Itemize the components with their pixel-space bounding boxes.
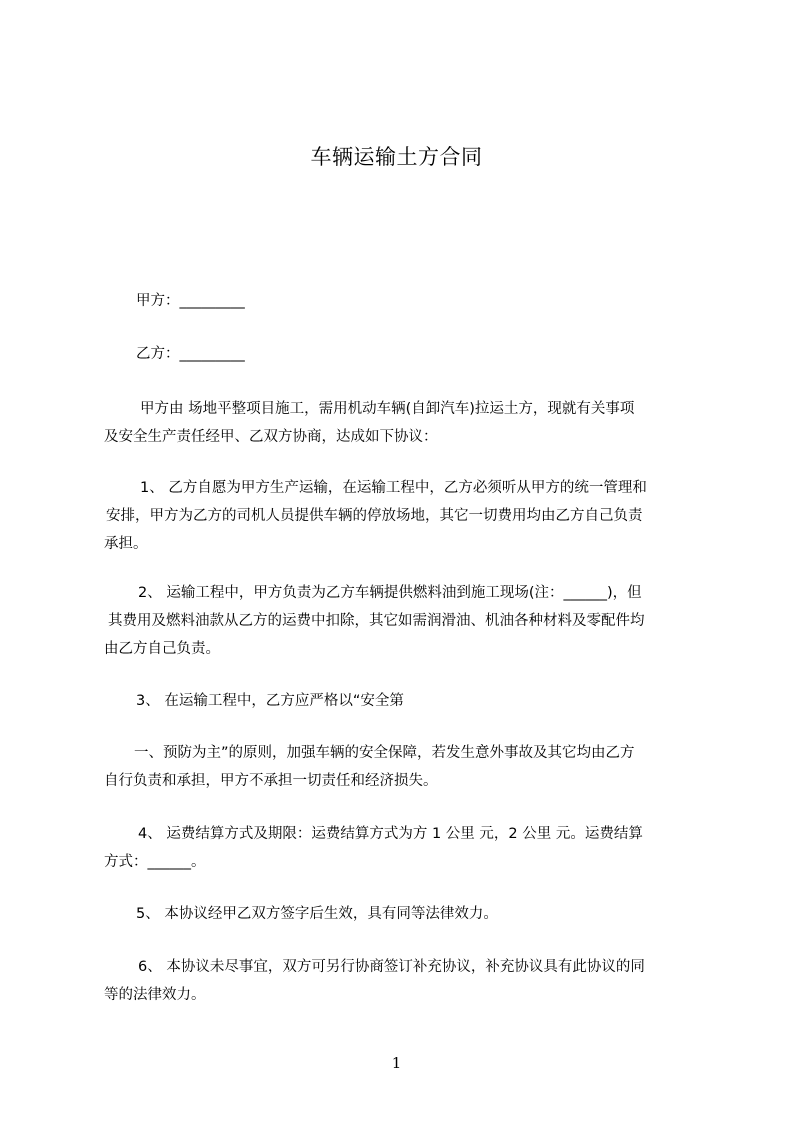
intro-line-2: 及安全生产责任经甲、乙双方协商，达成如下协议： — [104, 429, 438, 445]
clause-3-line-1: 一、预防为主”的原则，加强车辆的安全保障，若发生意外事故及其它均由乙方 — [134, 745, 635, 761]
clause-2 — [104, 579, 704, 663]
clause-4 — [104, 820, 704, 876]
clause-6-line-1: 6、 本协议未尽事宜，双方可另行协商签订补充协议，补充协议具有此协议的同 — [138, 959, 645, 975]
party-b-line: 乙方：_________ — [136, 346, 245, 362]
clause-2-line-3: 由乙方自己负责。 — [104, 641, 220, 657]
clause-5: 5、 本协议经甲乙双方签字后生效，具有同等法律效力。 — [136, 906, 498, 922]
clause-4-line-2: 方式：______。 — [104, 854, 206, 870]
intro-line-1: 甲方由 场地平整项目施工，需用机动车辆(自卸汽车)拉运土方，现就有关事项 — [140, 401, 635, 417]
clause-3-line-2: 自行负责和承担，甲方不承担一切责任和经济损失。 — [104, 773, 438, 789]
clause-4-line-1: 4、 运费结算方式及期限：运费结算方式为方 1 公里 元，2 公里 元。运费结算 — [138, 826, 643, 842]
clause-1-line-1: 1、 乙方自愿为甲方生产运输，在运输工程中，乙方必须听从甲方的统一管理和 — [140, 480, 647, 496]
party-a-line: 甲方：_________ — [136, 293, 245, 309]
clause-6 — [104, 953, 704, 1009]
clause-1-line-3: 承担。 — [104, 536, 148, 552]
clause-3-heading: 3、 在运输工程中，乙方应严格以“安全第 — [136, 693, 404, 709]
intro-paragraph — [104, 395, 704, 451]
clause-1 — [104, 474, 704, 558]
document-title: 车辆运输土方合同 — [310, 145, 483, 169]
clause-6-line-2: 等的法律效力。 — [104, 987, 206, 1003]
clause-2-line-1: 2、 运输工程中，甲方负责为乙方车辆提供燃料油到施工现场(注：______)，但 — [138, 585, 642, 601]
clause-2-line-2: 其费用及燃料油款从乙方的运费中扣除，其它如需润滑油、机油各种材料及零配件均 — [108, 613, 645, 629]
page-number: 1 — [391, 1054, 402, 1072]
clause-1-line-2: 安排，甲方为乙方的司机人员提供车辆的停放场地，其它一切费用均由乙方自己负责 — [106, 508, 643, 524]
clause-3 — [104, 739, 704, 795]
